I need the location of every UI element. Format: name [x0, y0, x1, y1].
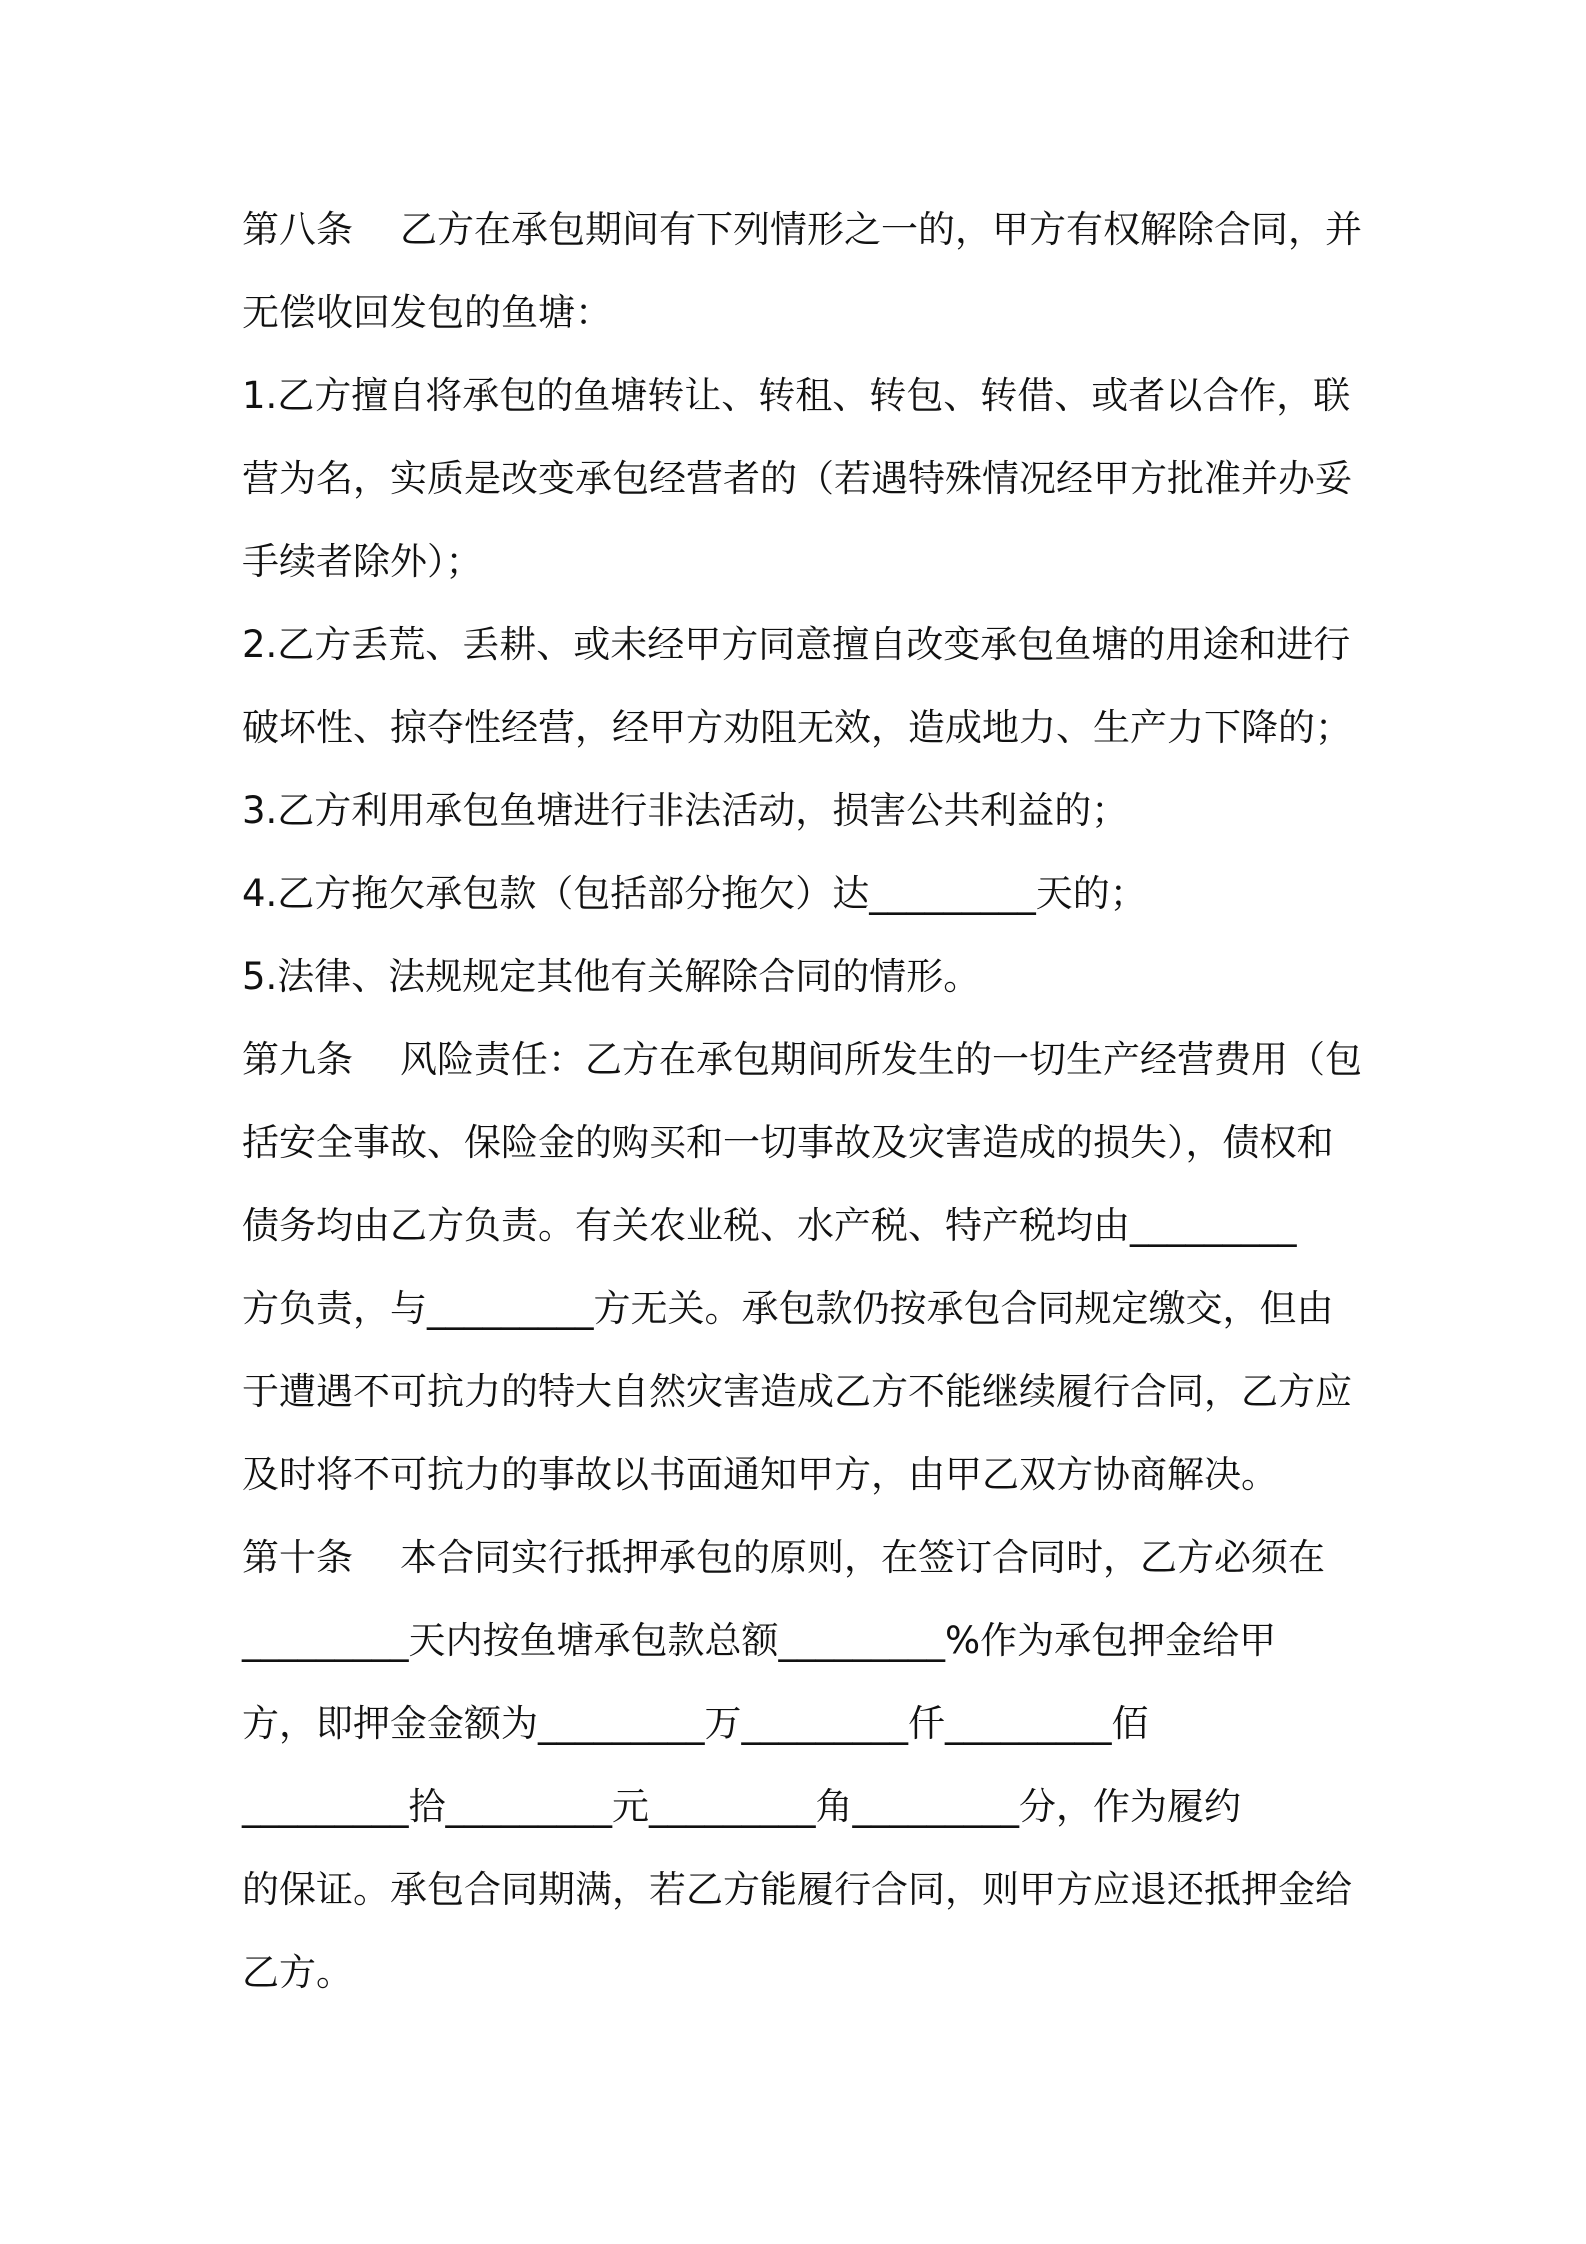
- clause-4-line: 4.乙方拖欠承包款（包括部分拖欠）达_________天的；: [242, 872, 1147, 915]
- clause-1-line-2: 营为名，实质是改变承包经营者的（若遇特殊情况经甲方批准并办妥: [242, 457, 1352, 500]
- clause-1-line-1: 1.乙方擅自将承包的鱼塘转让、转租、转包、转借、或者以合作，联: [242, 374, 1351, 417]
- article-9-line-2: 括安全事故、保险金的购买和一切事故及灾害造成的损失），债权和: [242, 1121, 1334, 1164]
- article-9-line-5: 于遭遇不可抗力的特大自然灾害造成乙方不能继续履行合同，乙方应: [242, 1370, 1352, 1413]
- article-9-line-6: 及时将不可抗力的事故以书面通知甲方，由甲乙双方协商解决。: [242, 1453, 1278, 1496]
- article-8-line-1: 第八条 乙方在承包期间有下列情形之一的，甲方有权解除合同，并: [242, 208, 1363, 251]
- article-10-line-3: 方，即押金金额为_________万_________仟_________佰: [242, 1702, 1149, 1745]
- article-9-line-4: 方负责，与_________方无关。承包款仍按承包合同规定缴交，但由: [242, 1287, 1334, 1330]
- article-10-line-4: _________拾_________元_________角_________分，作为履约: [242, 1785, 1241, 1828]
- clause-2-line-2: 破坏性、掠夺性经营，经甲方劝阻无效，造成地力、生产力下降的；: [242, 706, 1352, 749]
- clause-1-line-3: 手续者除外）；: [242, 540, 483, 583]
- article-10-line-5: 的保证。承包合同期满，若乙方能履行合同，则甲方应退还抵押金给: [242, 1868, 1352, 1911]
- clause-3-line: 3.乙方利用承包鱼塘进行非法活动，损害公共利益的；: [242, 789, 1129, 832]
- article-8-line-2: 无偿收回发包的鱼塘：: [242, 291, 612, 334]
- article-9-line-3: 债务均由乙方负责。有关农业税、水产税、特产税均由_________: [242, 1204, 1297, 1247]
- clause-2-line-1: 2.乙方丢荒、丢耕、或未经甲方同意擅自改变承包鱼塘的用途和进行: [242, 623, 1351, 666]
- article-10-line-1: 第十条 本合同实行抵押承包的原则，在签订合同时，乙方必须在: [242, 1536, 1326, 1579]
- article-10-line-2: _________天内按鱼塘承包款总额_________%作为承包押金给甲: [242, 1619, 1277, 1662]
- clause-5-line: 5.法律、法规规定其他有关解除合同的情形。: [242, 955, 981, 998]
- article-10-line-6: 乙方。: [242, 1951, 353, 1994]
- article-9-line-1: 第九条 风险责任：乙方在承包期间所发生的一切生产经营费用（包: [242, 1038, 1363, 1081]
